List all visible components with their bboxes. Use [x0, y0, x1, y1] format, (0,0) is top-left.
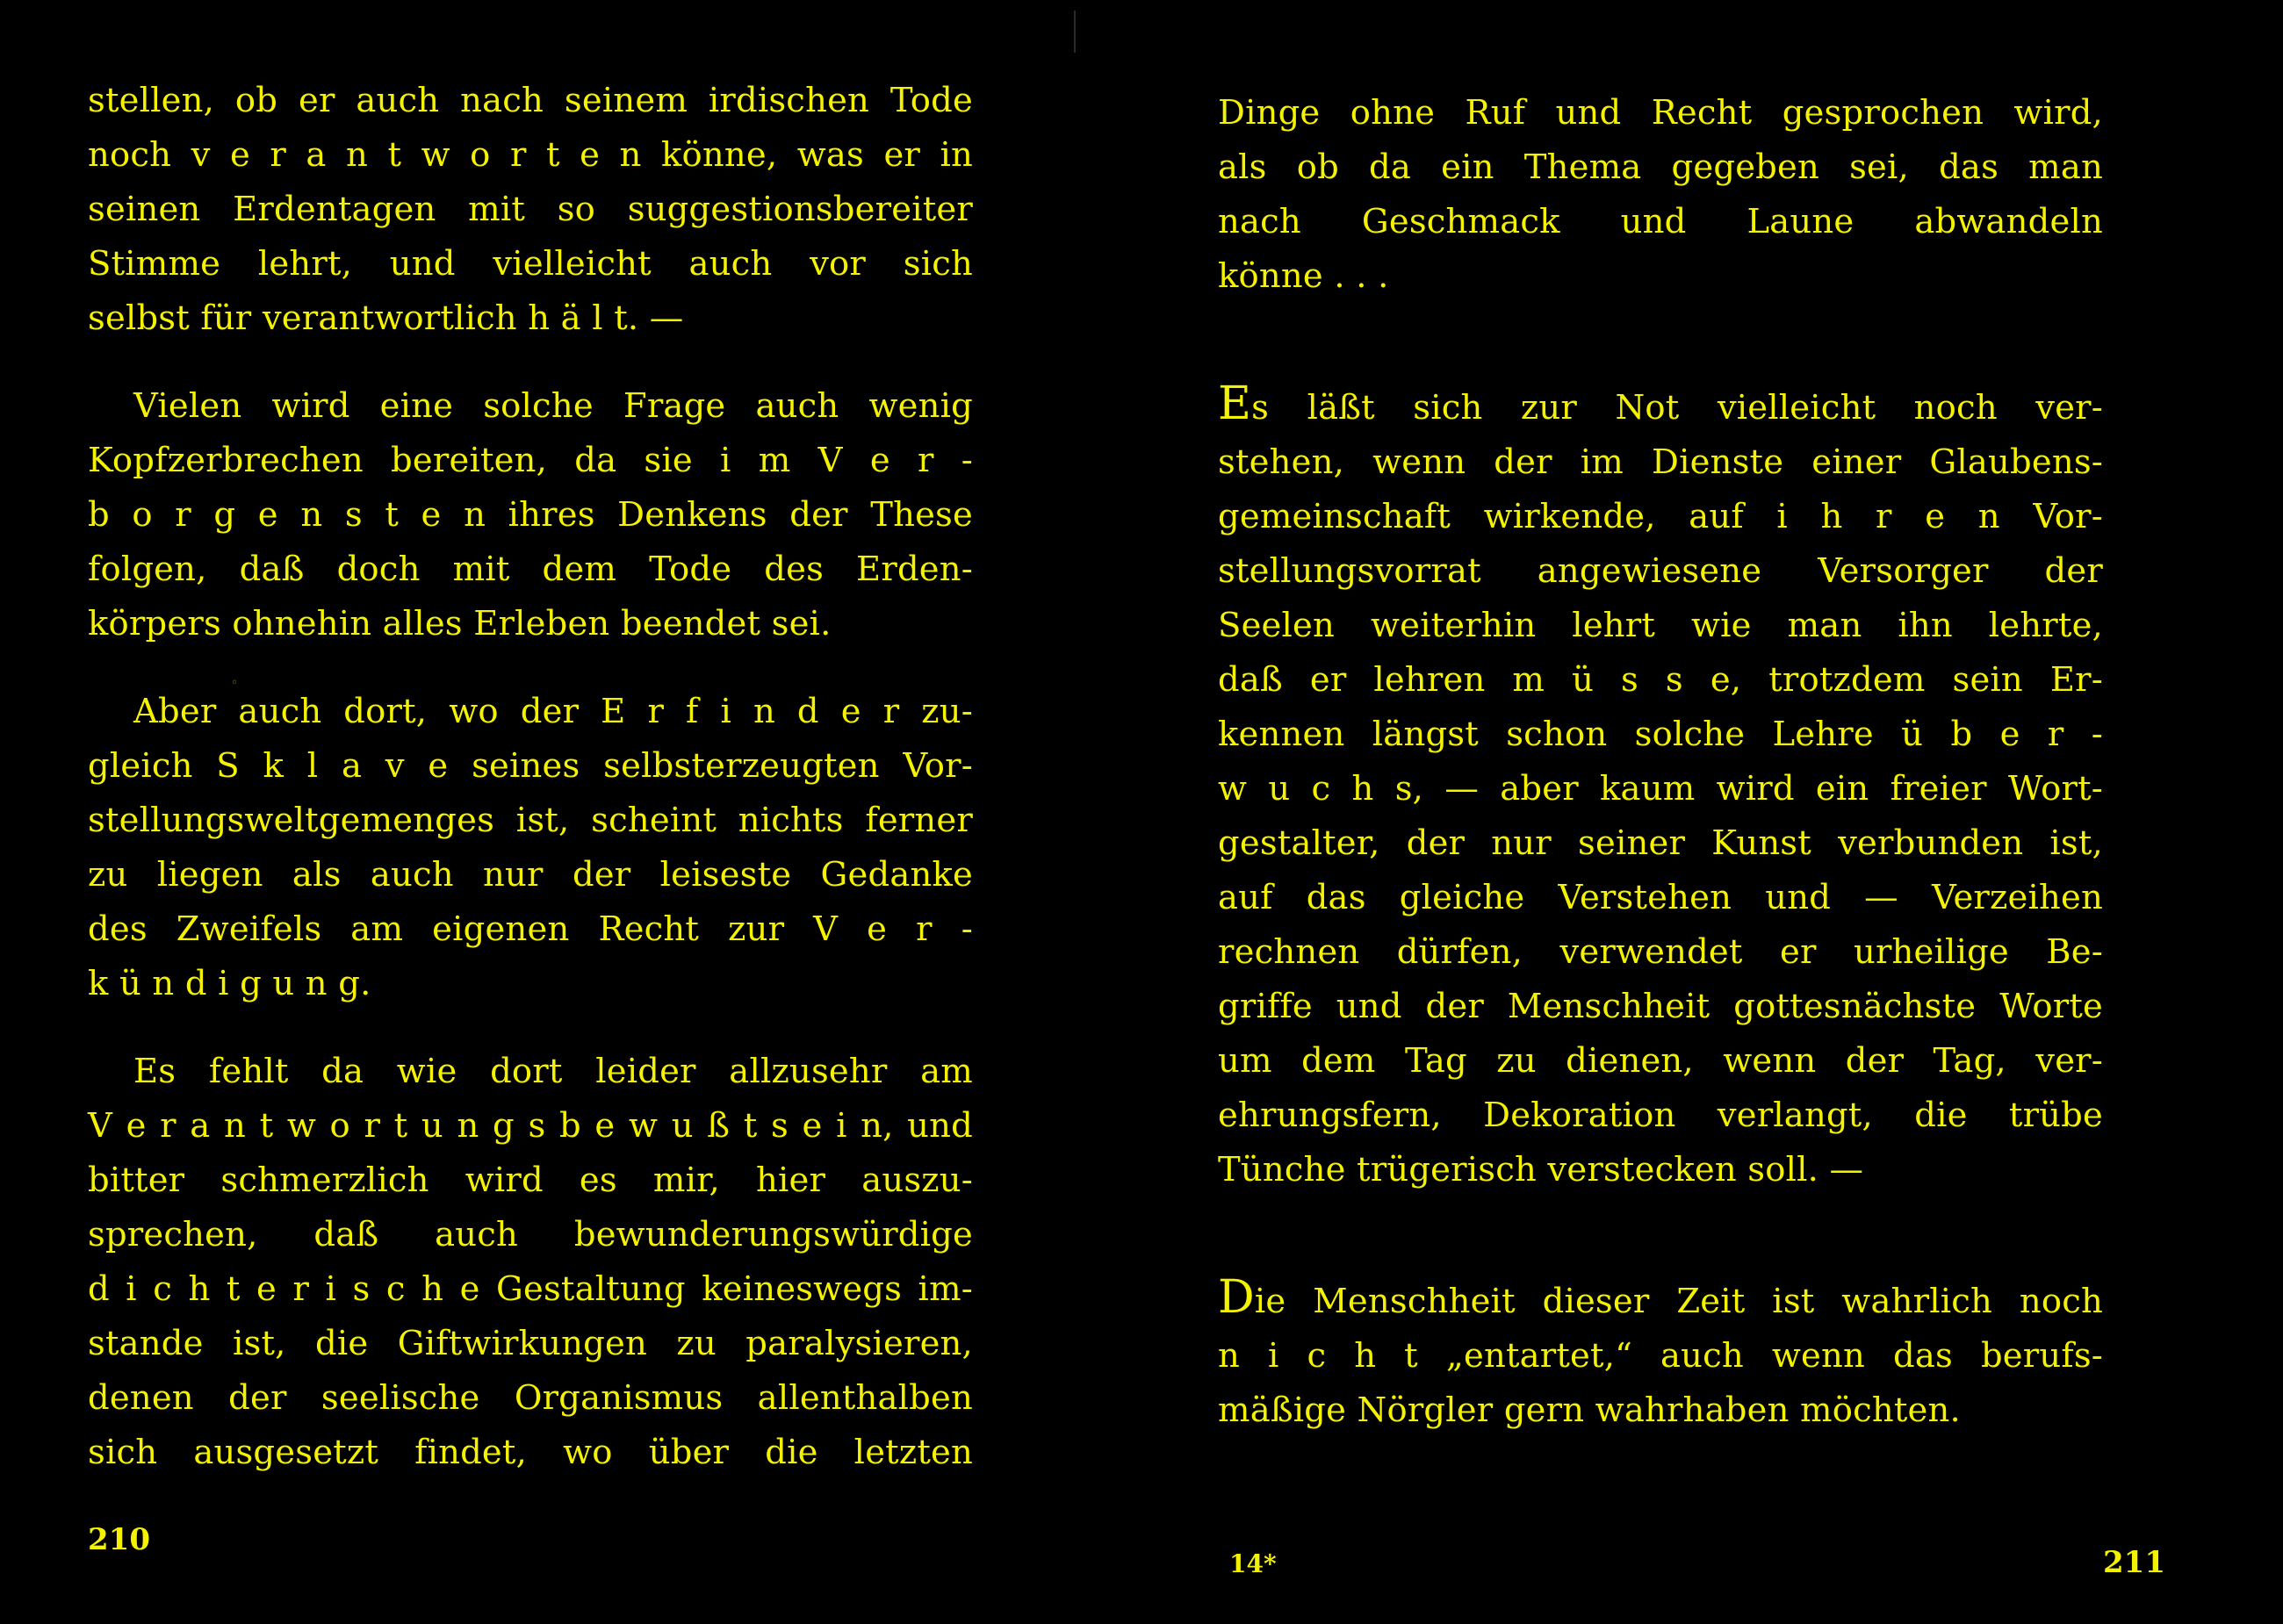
text-line: Aber auch dort, wo der E r f i n d e r zu-	[133, 692, 973, 731]
paragraph-2	[1218, 377, 2103, 1197]
text-line: mäßige Nörgler gern wahrhaben möchten.	[1218, 1390, 1961, 1430]
drop-cap: E	[1218, 377, 1252, 430]
paragraph-spacer	[88, 1011, 973, 1045]
right-page-text	[1218, 86, 2103, 1438]
text-line: denen der seelische Organismus allenthalben	[88, 1378, 973, 1418]
paragraph-spacer	[88, 651, 973, 685]
text-line: Es fehlt da wie dort leider allzusehr am	[133, 1052, 973, 1091]
paragraph-2	[88, 379, 973, 651]
paragraph-1	[1218, 86, 2103, 304]
text-line: des Zweifels am eigenen Recht zur V e r -	[88, 909, 973, 949]
paragraph-4	[88, 1045, 973, 1480]
text-line: d i c h t e r i s c h e Gestaltung keineswegs im-	[88, 1269, 973, 1309]
text-line: stellungsvorrat angewiesene Versorger der	[1218, 551, 2103, 591]
paragraph-3	[1218, 1271, 2103, 1438]
signature-mark: 14*	[1229, 1549, 1277, 1578]
paragraph-spacer	[88, 346, 973, 379]
page-number-right: 211	[2103, 1545, 2165, 1580]
text-line: Seelen weiterhin lehrt wie man ihn lehrte,	[1218, 606, 2103, 645]
text-line: Kopfzerbrechen bereiten, da sie i m V e r -	[88, 441, 973, 480]
text-line: stellen, ob er auch nach seinem irdischen Tode	[88, 81, 973, 120]
text-line: Tünche trügerisch verstecken soll. —	[1218, 1150, 1864, 1189]
left-page-text	[88, 74, 973, 1480]
text-line: um dem Tag zu dienen, wenn der Tag, ver-	[1218, 1041, 2103, 1081]
ink-speck: ◦	[231, 676, 239, 690]
text-line: griffe und der Menschheit gottesnächste Worte	[1218, 987, 2103, 1026]
text-line: daß er lehren m ü s s e, trotzdem sein Er-	[1218, 660, 2103, 700]
section-spacer	[1218, 1197, 2103, 1275]
paragraph-1	[88, 74, 973, 346]
text-line	[1218, 377, 2103, 435]
text-line: körpers ohnehin alles Erleben beendet sei.	[88, 604, 832, 643]
text-line: sich ausgesetzt findet, wo über die letzten	[88, 1433, 973, 1472]
section-spacer	[1218, 304, 2103, 381]
text-line: sprechen, daß auch bewunderungswürdige	[88, 1215, 973, 1254]
text-line: gemeinschaft wirkende, auf i h r e n Vor-	[1218, 497, 2103, 536]
page-number-left: 210	[88, 1522, 150, 1557]
text-line: k ü n d i g u n g.	[88, 964, 371, 1003]
text-line: Dinge ohne Ruf und Recht gesprochen wird,	[1218, 93, 2103, 133]
text-line	[1218, 1271, 2103, 1329]
text-line: zu liegen als auch nur der leiseste Gedanke	[88, 855, 973, 895]
text-line: auf das gleiche Verstehen und — Verzeihen	[1218, 878, 2103, 917]
text-line-rest: ie Menschheit dieser Zeit ist wahrlich noch	[1254, 1282, 2103, 1321]
text-line: bitter schmerzlich wird es mir, hier auszu-	[88, 1161, 973, 1200]
left-page	[0, 0, 1071, 1624]
text-line: b o r g e n s t e n ihres Denkens der These	[88, 495, 973, 535]
text-line: w u c h s, — aber kaum wird ein freier Wort-	[1218, 769, 2103, 808]
text-line-rest: s läßt sich zur Not vielleicht noch ver-	[1251, 388, 2103, 428]
text-line: seinen Erdentagen mit so suggestionsbereiter	[88, 190, 973, 229]
text-line: stehen, wenn der im Dienste einer Glaubens-	[1218, 442, 2103, 482]
text-line: Stimme lehrt, und vielleicht auch vor sich	[88, 244, 973, 284]
text-line: gleich S k l a v e seines selbsterzeugten Vor-	[88, 746, 973, 786]
text-line: rechnen dürfen, verwendet er urheilige Be-	[1218, 932, 2103, 972]
text-line: selbst für verantwortlich h ä l t. —	[88, 298, 684, 338]
gutter-divider	[1074, 11, 1076, 53]
text-line: nach Geschmack und Laune abwandeln	[1218, 202, 2103, 241]
text-line: Vielen wird eine solche Frage auch wenig	[133, 386, 973, 426]
text-line: kennen längst schon solche Lehre ü b e r -	[1218, 715, 2103, 754]
text-line: stande ist, die Giftwirkungen zu paralysieren,	[88, 1324, 973, 1363]
drop-cap: D	[1218, 1271, 1255, 1324]
right-page	[1080, 0, 2283, 1624]
text-line: ehrungsfern, Dekoration verlangt, die trübe	[1218, 1096, 2103, 1135]
text-line: n i c h t „entartet,“ auch wenn das berufs-	[1218, 1336, 2103, 1376]
text-line: stellungsweltgemenges ist, scheint nichts ferner	[88, 801, 973, 840]
text-line: V e r a n t w o r t u n g s b e w u ß t s e i n, und	[88, 1106, 973, 1146]
text-line: gestalter, der nur seiner Kunst verbunden ist,	[1218, 823, 2103, 863]
text-line: folgen, daß doch mit dem Tode des Erden-	[88, 550, 973, 589]
text-line: könne . . .	[1218, 256, 1389, 296]
text-line: als ob da ein Thema gegeben sei, das man	[1218, 147, 2103, 187]
text-line: noch v e r a n t w o r t e n könne, was er in	[88, 135, 973, 175]
paragraph-3	[88, 685, 973, 1011]
